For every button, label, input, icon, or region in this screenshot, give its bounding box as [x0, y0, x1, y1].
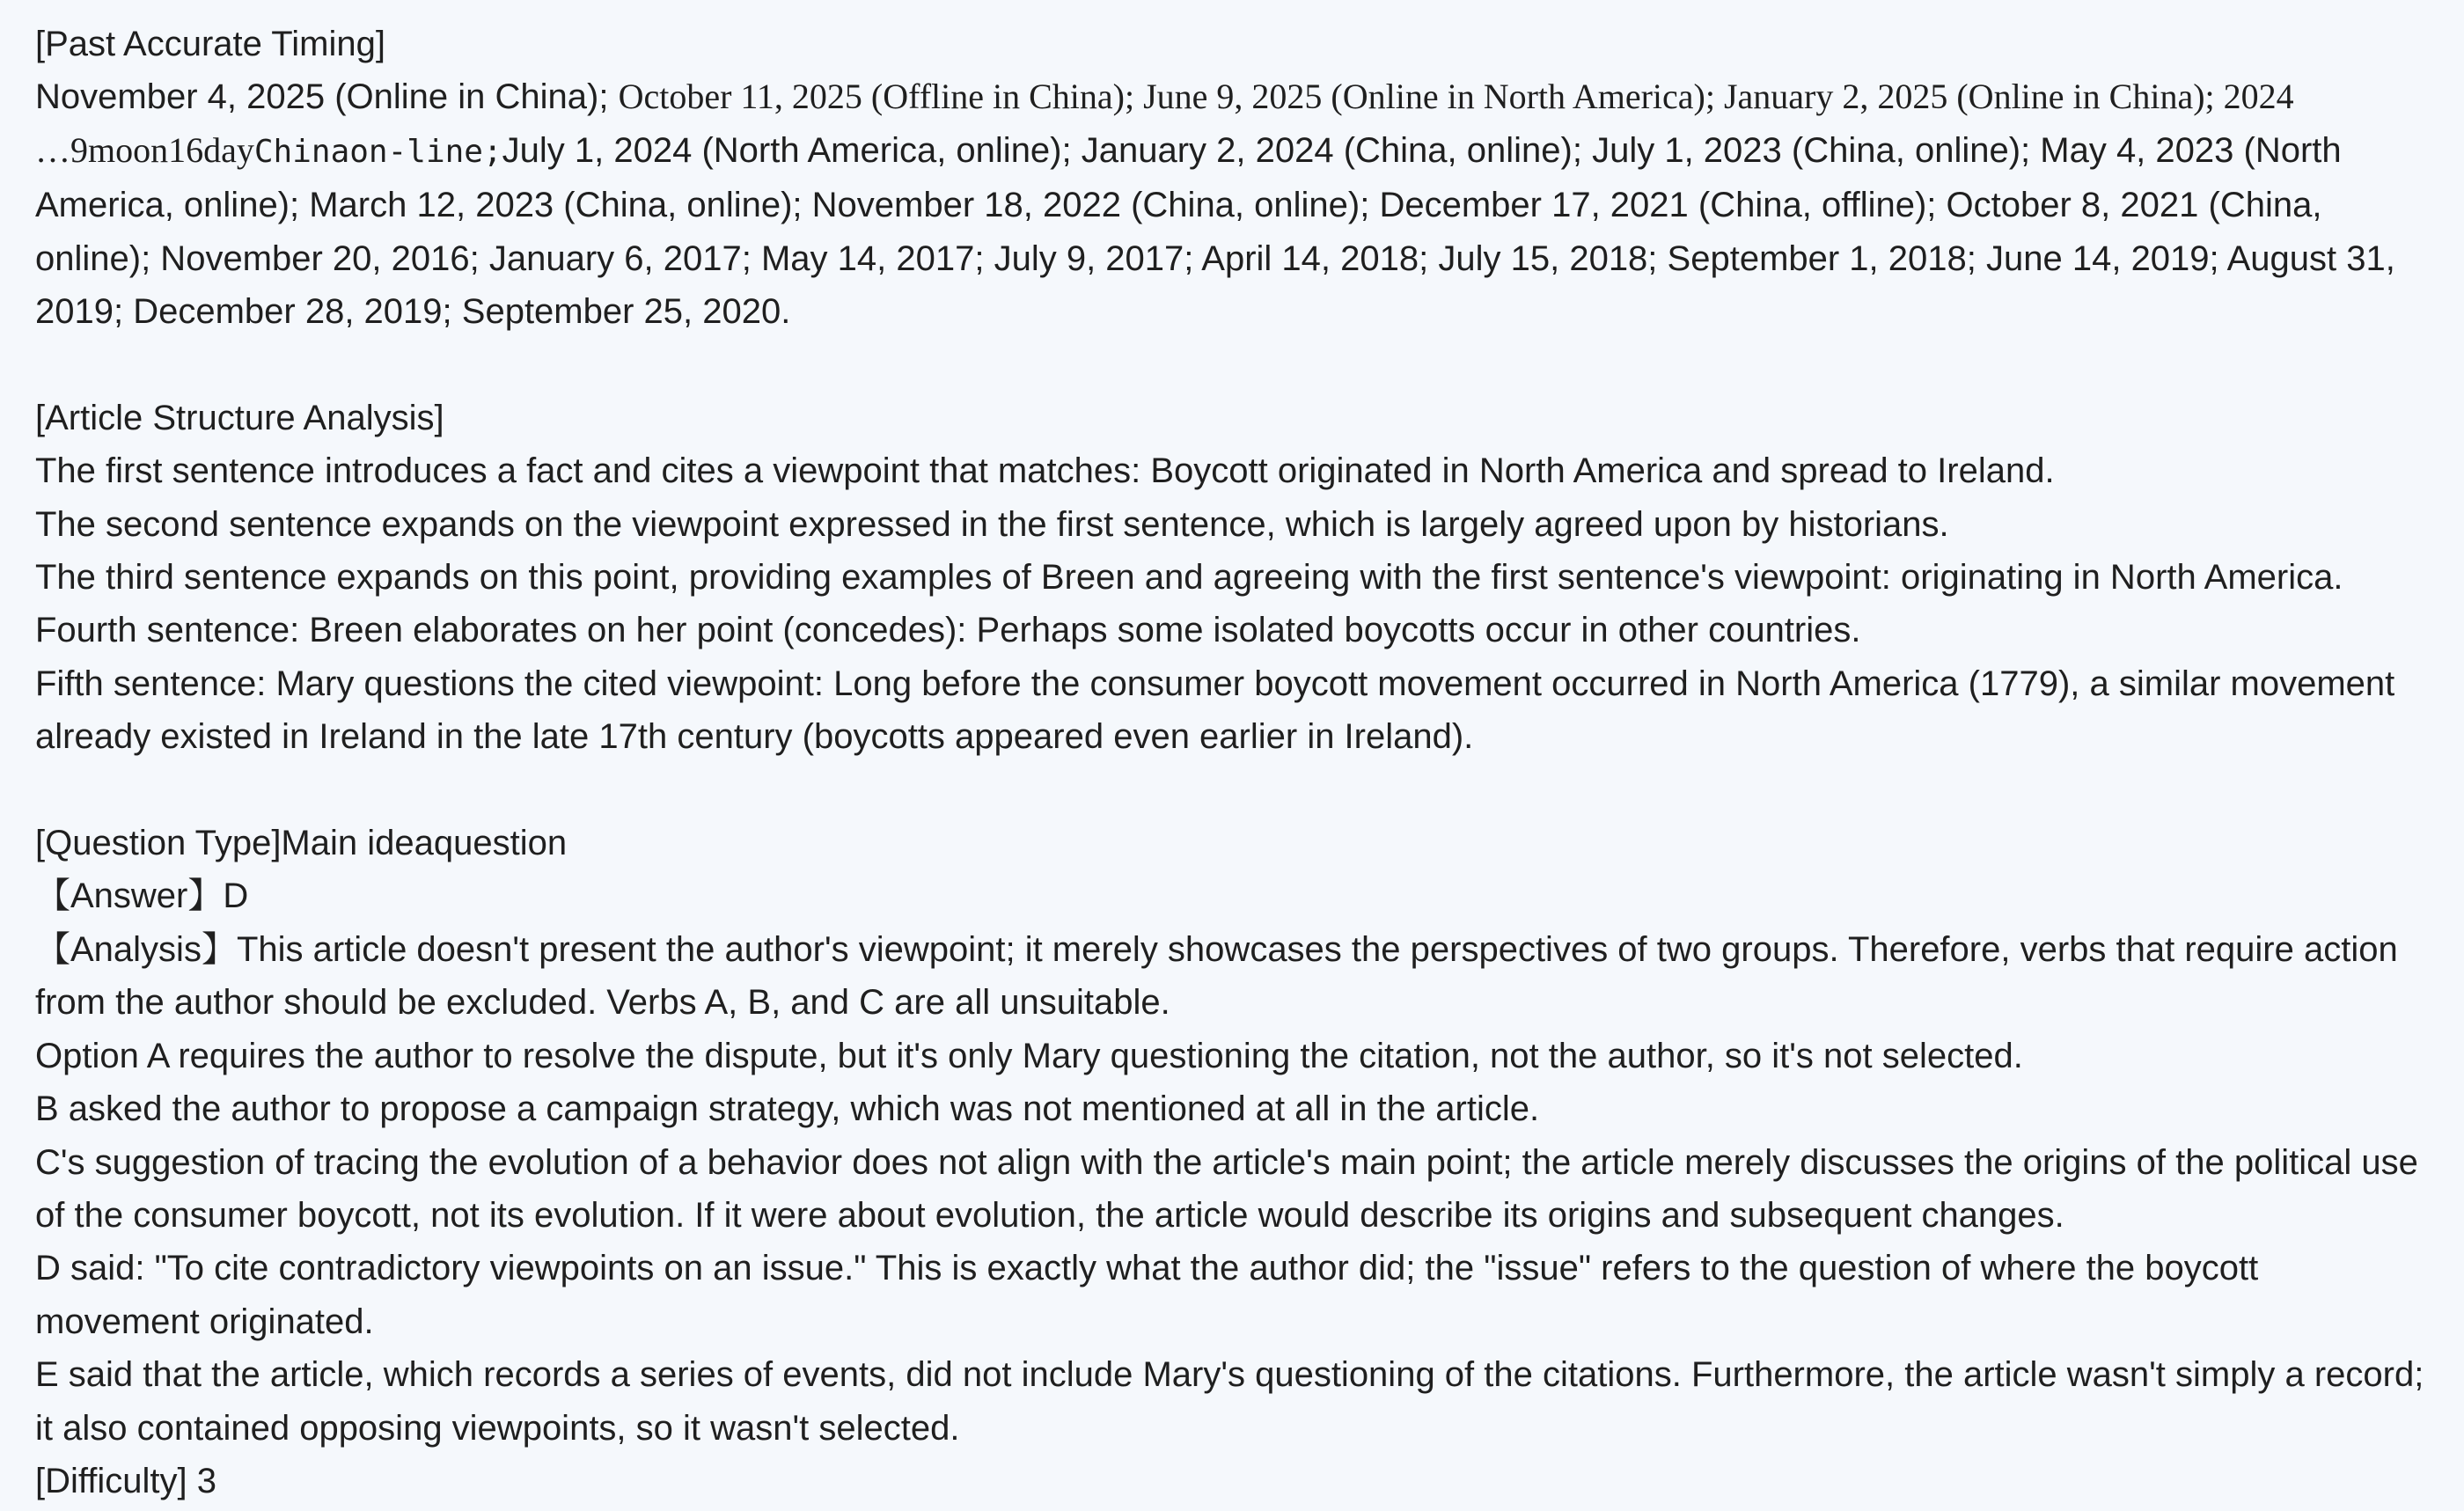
question-type: [Question Type]Main ideaquestion: [35, 824, 568, 863]
timing-rest: July 1, 2024 (North America, online); January 2, 2024 (China, online); July 1, 2023 (China, online); May 4, 2023 (North America, online); March 12, 2023 (China, online); November 18, 2022 (China, online); December 17, 2021 (China, offline); October 8, 2021 (China, online); November 20, 2016; January 6, 2017; May 14, 2017; July 9, 2017; April 14, 2018; July 15, 2018; September 1, 2018; June 14, 2019; August 31, 2019; December 28, 2019; September 25, 2020.: [35, 130, 2395, 332]
option-a-explanation: Option A requires the author to resolve the dispute, but it's only Mary questioning the citation, not the author, so it's not selected.: [35, 1036, 2023, 1075]
timing-line-2-mono: Chinaon-line;: [253, 133, 502, 170]
difficulty-line: [Difficulty] 3: [35, 1461, 216, 1500]
structure-heading: [Article Structure Analysis]: [35, 398, 444, 437]
option-c-explanation: C's suggestion of tracing the evolution of a behavior does not align with the article's main point; the article merely discusses the origins of the political use of the consumer boycott, not its evolution. If it were about evolution, the article would describe its origins and subsequent changes.: [35, 1142, 2418, 1235]
timing-line-1-sans: November 4, 2025 (Online in China);: [35, 77, 619, 117]
timing-line-1-serif: October 11, 2025 (Offline in China); June 9, 2025 (Online in North America); January 2, 2025 (Online in China); 2024: [618, 77, 2294, 117]
option-b-explanation: B asked the author to propose a campaign strategy, which was not mentioned at all in the article.: [35, 1089, 1540, 1129]
structure-sentence-3: The third sentence expands on this point, providing examples of Breen and agreeing with the first sentence's viewpoint: originating in North America.: [35, 558, 2343, 598]
structure-sentence-5: Fifth sentence: Mary questions the cited viewpoint: Long before the consumer boycott movement occurred in North America (1779), a similar movement already existed in Ireland in the late 17th century (boycotts appeared even earlier in Ireland).: [35, 664, 2395, 757]
option-e-explanation: E said that the article, which records a series of events, did not include Mary's questioning of the citations. Furthermore, the article wasn't simply a record; it also contained opposing viewpoints, so it wasn't selected.: [35, 1355, 2424, 1448]
timing-line-1: [35, 70, 2429, 123]
option-d-explanation: D said: "To cite contradictory viewpoints on an issue." This is exactly what the author did; the "issue" refers to the question of where the boycott movement originated.: [35, 1249, 2259, 1341]
spacer: [35, 764, 2429, 817]
timing-paragraph: [35, 124, 2429, 339]
answer-line: 【Answer】D: [35, 877, 249, 916]
spacer: [35, 338, 2429, 391]
structure-sentence-1: The first sentence introduces a fact and cites a viewpoint that matches: Boycott originated in North America and spread to Ireland.: [35, 451, 2055, 491]
timing-line-2-serif: …9moon16day: [35, 129, 254, 170]
structure-sentence-4: Fourth sentence: Breen elaborates on her point (concedes): Perhaps some isolated boycotts occur in other countries.: [35, 611, 1861, 650]
timing-heading: [Past Accurate Timing]: [35, 25, 385, 63]
structure-sentence-2: The second sentence expands on the viewpoint expressed in the first sentence, which is largely agreed upon by historians.: [35, 504, 1949, 544]
analysis-paragraph: 【Analysis】This article doesn't present the author's viewpoint; it merely showcases the perspectives of two groups. Therefore, verbs that require action from the author should be excluded. Verbs A, B, and C are all unsuitable.: [35, 929, 2398, 1023]
